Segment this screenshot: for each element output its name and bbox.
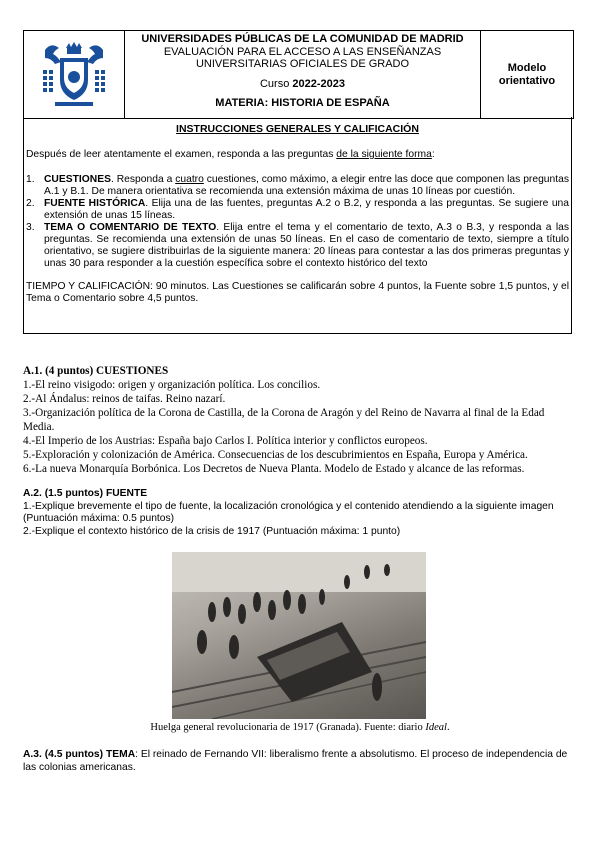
instruction-item	[26, 174, 569, 198]
list-item: 4.-El Imperio de los Austrias: España bajo Carlos I. Política interior y conflictos europeos.	[23, 435, 428, 447]
intro-underlined: de la siguiente forma	[336, 149, 432, 160]
instruction-item	[26, 222, 569, 270]
header-line2: EVALUACIÓN PARA EL ACCESO A LAS ENSEÑANZAS	[163, 45, 442, 58]
section-a1	[23, 364, 575, 476]
exam-header	[23, 30, 574, 119]
header-title-block	[125, 31, 480, 118]
curso-label: Curso	[259, 77, 290, 90]
university-logo	[24, 31, 125, 118]
section-a2	[23, 488, 575, 538]
instruction-item	[26, 198, 569, 222]
modelo-line2: orientativo	[498, 74, 556, 87]
caption-italic: Ideal	[425, 722, 447, 733]
a1-heading: A.1. (4 puntos) CUESTIONES	[23, 365, 169, 377]
list-item: 1.-Explique brevemente el tipo de fuente, la localización cronológica y el contenido atendiendo a la siguiente imagen (Puntuación máxima: 0.5 puntos)	[23, 500, 554, 524]
list-item: 5.-Exploración y colonización de América. Consecuencias de los descubrimientos en España, Europa y América.	[23, 449, 528, 461]
intro-pre: Después de leer atentamente el examen, responda a las preguntas	[26, 149, 337, 160]
intro-post: :	[431, 149, 435, 160]
item-head: TEMA O COMENTARIO DE TEXTO	[44, 222, 217, 233]
item-rest: . Elija una de las fuentes, preguntas A.2 o B.2, y responda a las preguntas. Se sugiere una extensión de unas 15 líneas.	[44, 198, 569, 221]
item-num: 2.	[26, 198, 35, 209]
list-item: 2.-Explique el contexto histórico de la crisis de 1917 (Puntuación máxima: 1 punto)	[23, 525, 401, 537]
header-curso	[125, 78, 480, 91]
modelo-line1: Modelo	[507, 61, 547, 74]
instructions-time: TIEMPO Y CALIFICACIÓN: 90 minutos. Las Cuestiones se calificarán sobre 4 puntos, la Fuente sobre 1,5 puntos, y el Tema o Comentario sobre 4,5 puntos.	[26, 281, 569, 304]
a3-text: : El reinado de Fernando VII: liberalismo frente a absolutismo. El proceso de independencia de las colonias americanas.	[23, 749, 568, 773]
strike-photo	[172, 552, 426, 719]
instructions-title: INSTRUCCIONES GENERALES Y CALIFICACIÓN	[176, 123, 419, 135]
university-crest-icon	[35, 36, 113, 114]
instructions-list	[26, 174, 569, 270]
historical-photo-image	[172, 552, 426, 719]
a3-heading: A.3. (4.5 puntos) TEMA	[23, 749, 136, 760]
caption-end: .	[446, 722, 450, 733]
curso-value: 2022-2023	[292, 77, 345, 90]
header-line3: UNIVERSITARIAS OFICIALES DE GRADO	[195, 58, 410, 70]
materia: MATERIA: HISTORIA DE ESPAÑA	[215, 97, 390, 109]
list-item: 1.-El reino visigodo: origen y organización política. Los concilios.	[23, 379, 321, 391]
item-rest: . Elija entre el tema y el comentario de texto, A.3 o B.3, y responda a las preguntas. Se recomienda una extensión de unas 50 líneas. En el caso de comentario de texto, siempre a título orientativo, se sugiere distribuirlas de la siguiente manera: 20 líneas para contestar a las dos primeras preguntas y unas 30 para responder a la cuestión específica sobre el contexto histórico del texto	[44, 222, 569, 269]
item-pre: . Responda a	[110, 174, 176, 185]
photo-caption	[100, 722, 500, 733]
modelo-cell	[480, 31, 573, 118]
item-head: CUESTIONES	[44, 174, 111, 185]
instructions-intro	[26, 149, 569, 161]
instructions-box	[23, 117, 572, 334]
list-item: 6.-La nueva Monarquía Borbónica. Los Decretos de Nueva Planta. Modelo de Estado y alcance de las reformas.	[23, 463, 525, 475]
a2-heading: A.2. (1.5 puntos) FUENTE	[23, 488, 148, 499]
list-item: 3.-Organización política de la Corona de Castilla, de la Corona de Aragón y del Reino de Navarra al final de la Edad Media.	[23, 407, 545, 433]
section-a3	[23, 748, 575, 774]
header-line1: UNIVERSIDADES PÚBLICAS DE LA COMUNIDAD DE MADRID	[141, 33, 464, 45]
item-num: 1.	[26, 174, 35, 185]
item-head: FUENTE HISTÓRICA	[44, 198, 146, 209]
caption-text: Huelga general revolucionaria de 1917 (Granada). Fuente: diario	[150, 722, 426, 733]
item-num: 3.	[26, 222, 35, 233]
list-item: 2.-Al Ándalus: reinos de taifas. Reino nazarí.	[23, 393, 226, 405]
item-rest: cuestiones, como máximo, a elegir entre las doce que componen las preguntas A.1 y B.1. De manera orientativa se recomienda una extensión máxima de unas 10 líneas por cuestión.	[44, 174, 569, 197]
item-underlined: cuatro	[175, 174, 204, 185]
